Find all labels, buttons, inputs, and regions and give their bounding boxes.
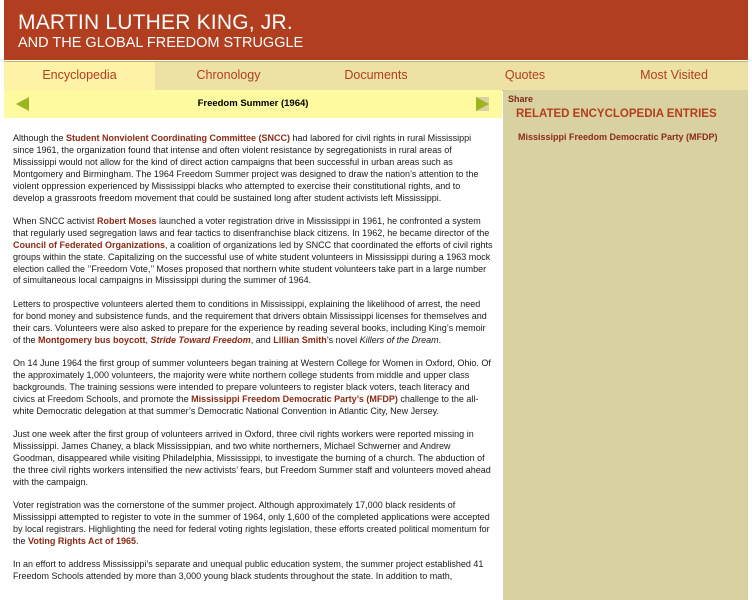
paragraph: Just one week after the first group of volunteers arrived in Oxford, three civil rights workers were reported missing in Mississippi. James Chaney, a black Mississippian, and two white northerners, Michael Schwerner and Andrew Goodman, disappeared while visiting Philadelphia, Mississippi, to investigate the burning of a church. The abduction of the three civil rights workers intensified the new activists’ fears, but Freedom Summer staff and volunteers moved ahead with the campaign.: [13, 429, 491, 487]
main-nav: [4, 61, 748, 91]
link-lillian-smith[interactable]: Lillian Smith: [273, 334, 327, 345]
related-heading: RELATED ENCYCLOPEDIA ENTRIES: [516, 108, 717, 120]
tab-encyclopedia[interactable]: Encyclopedia: [4, 62, 155, 90]
sidebar: [503, 90, 748, 600]
paragraph: Although the Student Nonviolent Coordinating Committee (SNCC) had labored for civil rights in rural Mississippi since 1961, the organization found that intense and often violent resistance by segregationists in rural areas of Mississippi would not allow for the kind of direct action campaigns that been successful in urban areas such as Montgomery and Birmingham. The 1964 Freedom Summer project was designed to draw the nation’s attention to the violent oppression experienced by Mississippi blacks who attempted to exercise their constitutional rights, and to develop a grassroots freedom movement that could be sustained long after student activists left Mississippi.: [13, 133, 479, 203]
next-arrow-icon[interactable]: [476, 97, 489, 111]
site-title[interactable]: MARTIN LUTHER KING, JR.: [18, 11, 293, 34]
link-robert-moses[interactable]: Robert Moses: [97, 215, 157, 226]
paragraph: Letters to prospective volunteers alerted them to conditions in Mississippi, explaining the likelihood of arrest, the need for bond money and subsistence funds, and the requirement that drivers obtain Mississippi licenses for themselves and their cars. Volunteers were also asked to prepare for the experience by reading several books, including King’s memoir of the Montgomery bus boycott, Stride Toward Freedom, and Lillian Smith’s novel Killers of the Dream.: [13, 298, 487, 345]
link-sncc[interactable]: Student Nonviolent Coordinating Committee (SNCC): [66, 133, 291, 143]
tab-chronology[interactable]: Chronology: [196, 68, 261, 82]
related-link-mfdp[interactable]: Mississippi Freedom Democratic Party (MFDP): [518, 132, 718, 142]
site-subtitle: AND THE GLOBAL FREEDOM STRUGGLE: [18, 35, 304, 51]
link-stride-toward-freedom[interactable]: Stride Toward Freedom: [150, 334, 251, 345]
link-voting-rights-act[interactable]: Voting Rights Act of 1965: [28, 535, 137, 546]
page-title: Freedom Summer (1964): [197, 98, 309, 109]
link-cofo[interactable]: Council of Federated Organizations: [13, 239, 166, 250]
link-montgomery-bus-boycott[interactable]: Montgomery bus boycott: [38, 334, 146, 345]
link-mfdp[interactable]: Mississippi Freedom Democratic Party’s (MFDP): [191, 393, 398, 404]
paragraph: Voter registration was the cornerstone of the summer project. Although approximately 17,000 black residents of Mississippi attempted to register to vote in the summer of 1964, only 1,600 of the completed applications were accepted by local registrars. Highlighting the need for federal voting rights legislation, these efforts created political momentum for the Voting Rights Act of 1965.: [13, 500, 490, 546]
article-body: [13, 133, 493, 595]
tab-quotes[interactable]: Quotes: [504, 68, 546, 82]
paragraph: When SNCC activist Robert Moses launched a voter registration drive in Mississippi in 1961, he confronted a system that regularly used segregation laws and fear tactics to disenfranchise black citizens. In 1962, he became director of the Council of Federated Organizations, a coalition of organizations led by SNCC that coordinated the efforts of civil rights groups within the state. Capitalizing on the successful use of white student volunteers in Mississippi during a 1963 mock election called the ’’Freedom Vote,’’ Moses proposed that northern white student volunteers take part in a large number of simultaneous local campaigns in Mississippi during the summer of 1964.: [13, 215, 493, 286]
paragraph: On 14 June 1964 the first group of summer volunteers began training at Western College for Women in Oxford, Ohio. Of the approximately 1,000 volunteers, the majority were white northern college students from middle and upper class backgrounds. The training sessions were intended to prepare volunteers to register black voters, teach literacy and civics at Freedom Schools, and promote the Mississippi Freedom Democratic Party’s (MFDP) challenge to the all-white Democratic delegation at that summer’s Democratic National Convention in Atlantic City, New Jersey.: [13, 358, 491, 416]
tab-most-visited[interactable]: Most Visited: [640, 68, 708, 82]
tab-documents[interactable]: Documents: [344, 68, 408, 82]
title-bar: [4, 90, 502, 118]
site-header: [4, 0, 748, 60]
share-link[interactable]: Share: [508, 94, 534, 104]
paragraph: In an effort to address Mississippi’s separate and unequal public education system, the summer project established 41 Freedom Schools attended by more than 3,000 young black students throughout the state. In addition to math,: [13, 559, 484, 582]
